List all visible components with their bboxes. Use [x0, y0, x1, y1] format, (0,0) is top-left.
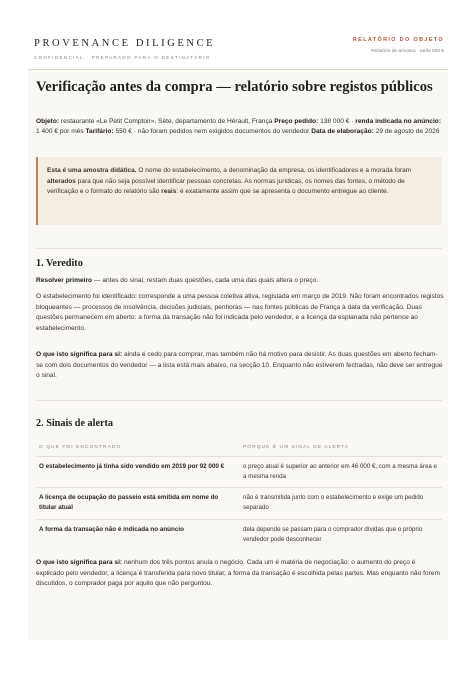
notice-lead: Esta é uma amostra didática. — [47, 167, 137, 174]
section-1-p1-text: — antes do sinal, restam duas questões, cada uma das quais altera o preço. — [92, 277, 319, 284]
meta-data-label: Data de elaboração: — [311, 128, 374, 136]
sample-notice-text — [47, 166, 437, 198]
column-header-found: O QUE FOI ENCONTRADO — [39, 445, 122, 450]
row-why: o preço atual é superior ao anterior em 46 000 €, com a mesma área e a mesma renda — [243, 463, 437, 481]
section-1-paragraph-1 — [36, 276, 444, 287]
section-2-heading: 2. Sinais de alerta — [36, 418, 113, 429]
row-found: A forma da transação não é indicada no anúncio — [39, 526, 184, 533]
notice-text-2: para que não seja possível identificar pessoas concretas. As normas jurídicas, os nomes das fontes, o método de verificação e o formato do relatório são — [47, 177, 405, 196]
notice-text-1: O nome do estabelecimento, a denominação da empresa, os identificadores e a morada foram — [136, 167, 412, 174]
alerts-table-header — [36, 442, 442, 456]
meta-data-value: 29 de agosto de 2026 — [375, 128, 440, 136]
column-header-why: PORQUE É UM SINAL DE ALERTA — [243, 445, 350, 450]
table-row — [36, 519, 442, 551]
meta-objeto-value: restaurante «Le Petit Comptoir», Sète, departamento de Hérault, França — [60, 118, 273, 125]
section-2-p-text: nenhum dos três pontos anula o negócio. Cada um é matéria de negociação: o aumento do preço é explicado pelo vendedor, a licença é transferida para novo titular, a forma da transação é escolhida pelas partes. Mas enquanto não forem discutidos, o comprador paga por aquilo que não perguntou. — [36, 559, 440, 588]
table-row — [36, 487, 442, 518]
section-1-p3-bold: O que isto significa para si: — [36, 351, 123, 358]
row-found: O estabelecimento já tinha sido vendido em 2019 por 92 000 € — [39, 463, 225, 470]
meta-tarifario-label: Tarifário: — [85, 128, 114, 136]
meta-renda-value: 1 400 € por mês — [36, 128, 84, 136]
section-2-p-bold: O que isto significa para si: — [36, 559, 123, 566]
notice-text-3: : é exatamente assim que se apresenta o documento entregue ao cliente. — [176, 188, 389, 196]
meta-preco-value: 138 000 € · — [320, 118, 354, 125]
section-1-paragraph-2: O estabelecimento foi identificado: corresponde a uma pessoa coletiva ativa, registada em março de 2019. Não foram encontrados registos bloqueantes — processos de insolvência, decisões judiciais, penhoras — nas fontes públicas de França à data da verificação. Duas questões permanecem em aberto: a forma da transação não foi indicada pelo vendedor, e a licença da esplanada não pertence ao estabelecimento. — [36, 293, 444, 332]
sample-notice — [36, 157, 442, 225]
row-why: dela depende se passam para o comprador dívidas que o próprio vendedor pode desconhecer — [243, 526, 423, 544]
section-1-p3-text: ainda é cedo para comprar, mas também não há motivo para desistir. As duas questões em aberto fecham-se com dois documentos do vendedor — a lista está mais abaixo, na secção 10. Enquanto não estiverem fechadas, não deve ser entregue o sinal. — [36, 351, 443, 380]
section-1-heading: 1. Veredito — [36, 258, 83, 269]
meta-tarifario-value: 550 € · não foram pedidos nem exigidos documentos do vendedor — [115, 128, 310, 136]
section-divider — [36, 248, 442, 249]
row-found: A licença de ocupação do passeio está emitida em nome do titular atual — [39, 494, 219, 512]
section-divider — [36, 400, 442, 401]
report-type-label: RELATÓRIO DO OBJETO — [352, 37, 444, 43]
meta-renda-label: renda indicada no anúncio: — [355, 118, 442, 125]
report-title: Verificação antes da compra — relatório sobre registos públicos — [36, 79, 433, 95]
section-1-p1-bold: Resolver primeiro — [36, 277, 93, 284]
report-meta — [36, 117, 444, 138]
notice-bold-1: alterados — [47, 177, 76, 185]
report-type-subtitle: Relatório de amostra · tarifa 550 € — [371, 49, 444, 54]
report-body — [28, 70, 448, 640]
meta-objeto-label: Objeto: — [36, 118, 60, 125]
meta-preco-label: Preço pedido: — [274, 118, 319, 125]
report-header — [28, 28, 448, 64]
notice-bold-2: reais — [161, 188, 177, 196]
brand-name: PROVENANCE DILIGENCE — [34, 38, 216, 49]
section-1-paragraph-3 — [36, 350, 444, 382]
row-why: não é transmitida junto com o estabelecimento e exige um pedido separado — [243, 494, 424, 512]
table-row — [36, 456, 442, 486]
brand-subtitle: CONFIDENCIAL · PREPARADO PARA O DESTINATÁRIO — [34, 55, 211, 60]
section-2-paragraph — [36, 558, 444, 590]
